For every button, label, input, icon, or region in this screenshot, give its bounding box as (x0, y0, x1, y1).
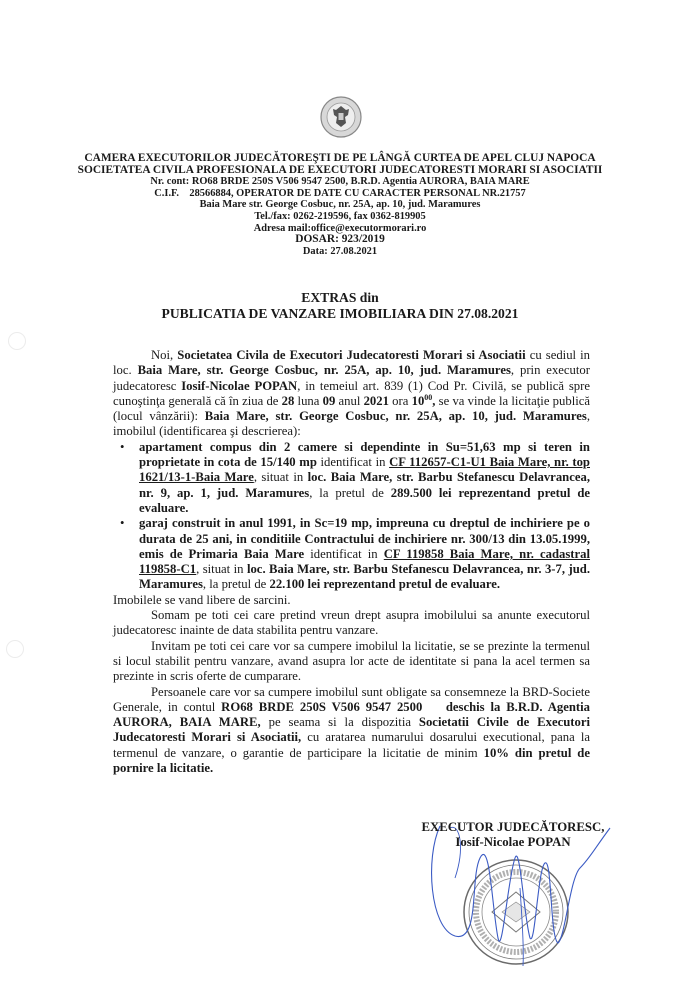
land-registry-ref: CF 119858 Baia Mare, nr. cadastral 119858-C1 (139, 546, 591, 577)
property-item-garage (139, 516, 590, 592)
text: , situat in (253, 470, 308, 485)
auction-year: 2021 (363, 393, 389, 408)
text: , in temeiul art. 839 (1) Cod Pr. Civilă, se publică spre cunoştinţa generală că în ziua de (113, 378, 591, 408)
punch-hole-mark (8, 332, 26, 350)
text: ora (388, 393, 412, 408)
text: , la pretul de (309, 485, 391, 500)
company-address: Baia Mare, str. George Cosbuc, nr. 25A, ap. 10, jud. Maramures (137, 363, 511, 378)
text: identificat in (316, 455, 390, 470)
property-price: 22.100 lei reprezentand pretul de evaluare (269, 577, 497, 592)
auction-location: Baia Mare, str. George Cosbuc, nr. 25A, ap. 10, jud. Maramures (204, 409, 587, 424)
hour: 10 (411, 393, 425, 408)
text: Noi, (151, 348, 178, 362)
property-address: loc. Baia Mare, str. Barbu Stefanescu Delavrancea, nr. 3-7, jud. Maramures (139, 562, 590, 592)
text: , imobilul (identificarea şi descrierea): (113, 409, 590, 439)
text: cu aratarea numarului dosarului executional, pana la termenul de vanzare, o garantie de participare la licitatie de minim (113, 730, 590, 760)
text: , situat in (196, 562, 247, 577)
property-list (113, 440, 590, 593)
property-item-apartment (139, 440, 590, 516)
header-bank-account: Nr. cont: RO68 BRDE 250S V506 9547 2500, B.R.D. Agentia AURORA, BAIA MARE (150, 176, 530, 188)
comma: , (432, 393, 436, 408)
property-price: 289.500 lei reprezentand pretul de evaluare (139, 485, 591, 515)
property-address: loc. Baia Mare, str. Barbu Stefanescu Delavrancea, nr. 9, ap. 1, jud. Maramures (139, 470, 590, 500)
text: Persoanele care vor sa cumpere imobilul sunt obligate sa consemneze la BRD-Societe Generale, in contul (113, 684, 590, 714)
header-address: Baia Mare str. George Cosbuc, nr. 25A, ap. 10, jud. Maramures (199, 199, 481, 211)
auction-day: 28 (281, 393, 295, 408)
text: . (185, 500, 189, 515)
title-line-2: PUBLICATIA DE VANZARE IMOBILIARA DIN 27.08.2021 (161, 306, 519, 321)
header-dosar: DOSAR: 923/2019 (295, 233, 385, 246)
header-chamber: CAMERA EXECUTORILOR JUDECĂTOREŞTI DE PE LÂNGĂ CURTEA DE APEL CLUJ NAPOCA (84, 152, 596, 164)
punch-hole-mark (6, 640, 24, 658)
signature-name: Iosif-Nicolae POPAN (455, 834, 571, 849)
company-name: Societatii Civile de Executori Judecatoresti Morari si Asociatii, (113, 715, 590, 745)
land-registry-ref: CF 112657-C1-U1 Baia Mare, nr. top 1621/13-1-Baia Mare (139, 455, 590, 485)
text: anul (335, 393, 364, 408)
property-description: apartament compus din 2 camere si dependinte in Su=51,63 mp si teren in proprietate in cota de 15/140 mp (139, 439, 590, 470)
header-cif: C.I.F. 28566884, OPERATOR DE DATE CU CARACTER PERSONAL NR.21757 (154, 187, 526, 199)
minutes: 00 (424, 392, 433, 402)
header-company: SOCIETATEA CIVILA PROFESIONALA DE EXECUTORI JUDECATORESTI MORARI SI ASOCIATII (77, 163, 603, 176)
text: , la pretul de (202, 577, 270, 592)
guarantee-percent: 10% din pretul de pornire la licitatie. (113, 745, 590, 776)
invite-paragraph: Invitam pe toti cei care vor sa cumpere imobilul la licitatie, se se prezinte la termenul si locul stabilit pentru vanzare, avand asupra lor acte de identitate si pana la acel termen sa prezinte in scris oferte de cumparare. (113, 638, 590, 684)
title-line-1: EXTRAS din (301, 290, 379, 305)
document-body (113, 348, 593, 776)
document-header (40, 153, 640, 257)
free-of-charges-paragraph: Imobilele se vand libere de sarcini. (113, 592, 291, 607)
header-phone: Tel./fax: 0262-219596, fax 0362-819905 (254, 210, 426, 222)
property-description: garaj construit in anul 1991, in Sc=19 mp, impreuna cu dreptul de inchiriere pe o durata de 25 ani, in conditiile Contractului de inchiriere nr. 300/13 din 13.05.1999, emis de Primaria Baia Mare (139, 516, 590, 561)
text: luna (294, 393, 323, 408)
text: cu sediul in loc. (113, 348, 591, 378)
auction-month: 09 (322, 393, 336, 408)
document-title (40, 290, 640, 322)
intro-paragraph (113, 348, 590, 440)
text: , prin executor judecatoresc (113, 363, 590, 393)
text: pe seama si la dispozitia (260, 715, 419, 730)
company-name: Societatea Civila de Executori Judecatoresti Morari si Asociatii (177, 348, 526, 362)
executor-name: Iosif-Nicolae POPAN (181, 378, 298, 393)
header-date: Data: 27.08.2021 (302, 245, 378, 257)
signature-block (398, 820, 628, 849)
summon-paragraph: Somam pe toti cei care pretind vreun drept asupra imobilului sa anunte executorul judecatoresc inainte de data stabilita pentru vanzare. (113, 608, 590, 638)
bank-account: RO68 BRDE 250S V506 9547 2500 deschis la B.R.D. Agentia AURORA, BAIA MARE, (113, 699, 593, 730)
auction-hour (412, 394, 436, 408)
deposit-paragraph (113, 684, 593, 777)
signature-role: EXECUTOR JUDECĂTORESC, (421, 820, 605, 834)
text: identificat in (304, 546, 384, 561)
text: . (496, 577, 501, 592)
text: se va vinde la licitaţie publică (locul vânzării): (113, 393, 591, 424)
coat-of-arms-seal-icon (319, 95, 363, 139)
header-email: Adresa mail:office@executormorari.ro (253, 222, 427, 234)
